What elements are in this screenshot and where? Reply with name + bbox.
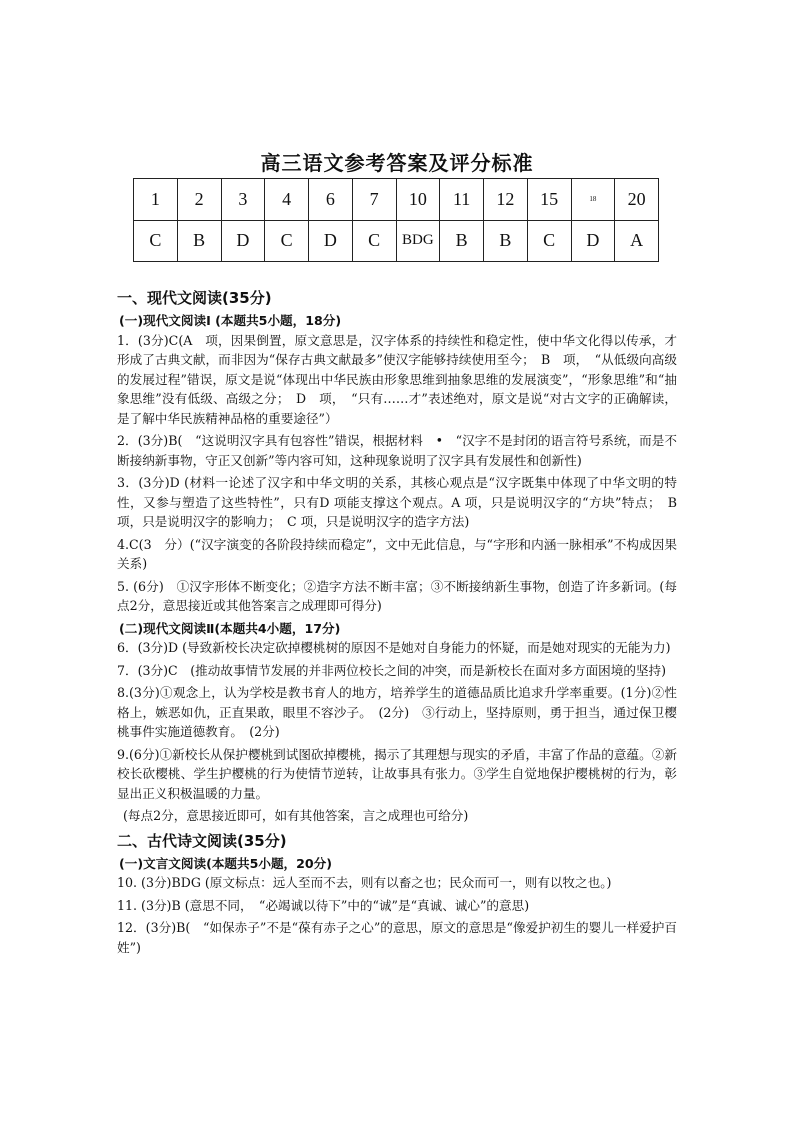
question-number: 7 bbox=[352, 179, 396, 221]
question-number-row bbox=[134, 179, 659, 221]
answer-cell: C bbox=[352, 220, 396, 262]
answer-explanation: 5. (6分) ①汉字形体不断变化；②造字方法不断丰富；③不断接纳新生事物，创造了许多新词。(每点2分，意思接近或其他答案言之成理即可得分) bbox=[117, 578, 677, 613]
answer-explanation: 2．(3分)B( “这说明汉字具有包容性”错误，根据材料 • “汉字不是封闭的语言符号系统，而是不断接纳新事物，守正又创新”等内容可知，这种现象说明了汉字具有发展性和创新性) bbox=[117, 433, 677, 468]
question-number: 11 bbox=[440, 179, 484, 221]
answer-explanations bbox=[117, 283, 677, 960]
question-number: 15 bbox=[527, 179, 571, 221]
answer-explanation: 9.(6分)①新校长从保护樱桃到试图砍掉樱桃，揭示了其理想与现实的矛盾，丰富了作品的意蕴。②新校长砍樱桃、学生护樱桃的行为使情节逆转，让故事具有张力。③学生自觉地保护樱桃树的行为，彰显出正义积极温暖的力量。 bbox=[117, 746, 677, 801]
answer-cell: D bbox=[309, 220, 353, 262]
question-number: 3 bbox=[221, 179, 265, 221]
question-number: 12 bbox=[484, 179, 528, 221]
answer-explanation: 8.(3分)①观念上，认为学校是教书育人的地方，培养学生的道德品质比追求升学率重要。(1分)②性格上，嫉恶如仇，正直果敢，眼里不容沙子。 (2分) ③行动上，坚持原则，勇于担当，通过保卫樱桃事件实施道德教育。 (2分) bbox=[117, 685, 677, 739]
answer-explanation: 3．(3分)D (材料一论述了汉字和中华文明的关系，其核心观点是“汉字既集中体现了中华文明的特性，又参与塑造了这些特性”，只有D 项能支撑这个观点。A 项，只是说明汉字的“方块”特点； B 项，只是说明汉字的影响力； C 项，只是说明汉字的造字方法) bbox=[117, 475, 677, 529]
answer-cell: B bbox=[177, 220, 221, 262]
answer-cell: C bbox=[134, 220, 178, 262]
subsection-heading: (一)文言文阅读(本题共5小题，20分) bbox=[119, 855, 333, 871]
section-heading: 二、古代诗文阅读(35分) bbox=[117, 831, 287, 850]
answer-cell: D bbox=[571, 220, 615, 262]
question-number: 1 bbox=[134, 179, 178, 221]
answer-key-table bbox=[133, 178, 659, 262]
question-number: 6 bbox=[309, 179, 353, 221]
answer-explanation: 11. (3分)B (意思不同， “必竭诚以待下”中的“诚”是“真诚、诚心”的意思) bbox=[117, 897, 530, 913]
question-number: 20 bbox=[615, 179, 659, 221]
question-number: 10 bbox=[396, 179, 440, 221]
answer-cell: D bbox=[221, 220, 265, 262]
scoring-note: (每点2分，意思接近即可，如有其他答案，言之成理也可给分) bbox=[123, 808, 469, 823]
answer-cell: B bbox=[484, 220, 528, 262]
answer-explanation: 12．(3分)B( “如保赤子”不是“葆有赤子之心”的意思，原文的意思是“像爱护初生的婴儿一样爱护百姓”) bbox=[117, 920, 677, 955]
subsection-heading: (一)现代文阅读Ⅰ (本题共5小题，18分) bbox=[119, 313, 342, 328]
answer-explanation: 4.C(3 分）(“汉字演变的各阶段持续而稳定”，文中无此信息，与“字形和内涵一脉相承”不构成因果关系) bbox=[117, 536, 677, 571]
answer-cell: BDG bbox=[396, 220, 440, 262]
question-number: 18 bbox=[571, 179, 615, 221]
answer-explanation: 10. (3分)BDG (原文标点：远人至而不去，则有以畜之也；民众而可一，则有以牧之也。) bbox=[117, 875, 612, 890]
question-number: 2 bbox=[177, 179, 221, 221]
answer-row bbox=[134, 220, 659, 262]
section-heading: 一、现代文阅读(35分) bbox=[117, 289, 272, 307]
answer-cell: B bbox=[440, 220, 484, 262]
answer-cell: C bbox=[265, 220, 309, 262]
document-title: 高三语文参考答案及评分标准 bbox=[260, 151, 534, 175]
answer-explanation: 1．(3分)C(A 项，因果倒置，原文意思是，汉字体系的持续性和稳定性，使中华文化得以传承，才形成了古典文献，而非因为“保存古典文献最多”使汉字能够持续使用至今； B 项， “从低级向高级的发展过程”错误，原文是说“体现出中华民族由形象思维到抽象思维的发展演变”，“形象思维”和“抽象思维”没有低级、高级之分； D 项， “只有……才”表述绝对，原文是说“对古文字的正确解读，是了解中华民族精神品格的重要途径”） bbox=[117, 332, 677, 426]
answer-explanation: 7．(3分)C (推动故事情节发展的并非两位校长之间的冲突，而是新校长在面对多方面困境的坚持) bbox=[117, 662, 667, 678]
answer-cell: C bbox=[527, 220, 571, 262]
question-number: 4 bbox=[265, 179, 309, 221]
subsection-heading: (二)现代文阅读Ⅱ(本题共4小题，17分) bbox=[119, 620, 341, 636]
answer-cell: A bbox=[615, 220, 659, 262]
answer-explanation: 6．(3分)D (导致新校长决定砍掉樱桃树的原因不是她对自身能力的怀疑，而是她对现实的无能为力) bbox=[117, 640, 671, 655]
